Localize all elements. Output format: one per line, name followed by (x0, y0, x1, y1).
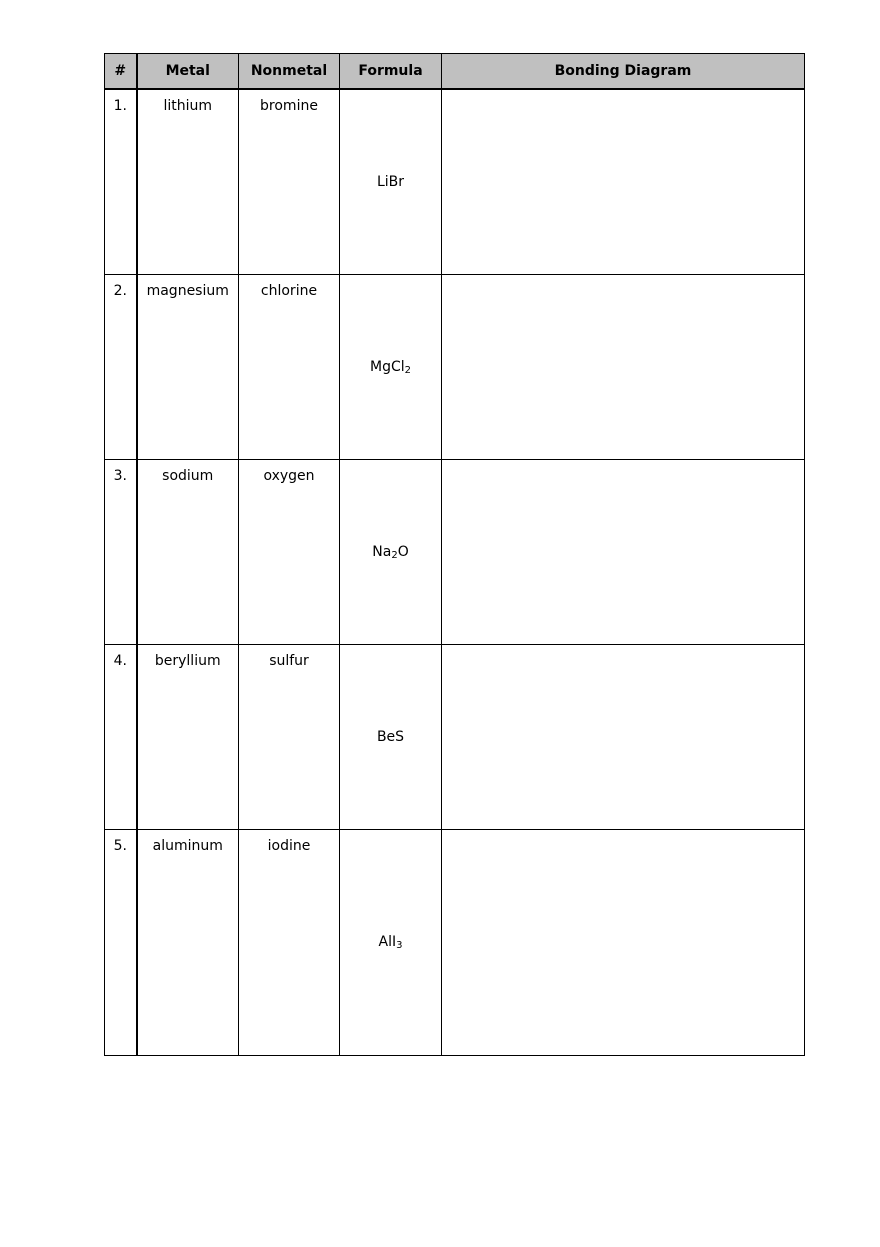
formula-cell (340, 89, 442, 275)
bonding-diagram-area[interactable] (442, 830, 805, 1056)
header-row (105, 54, 805, 90)
formula-cell (340, 275, 442, 460)
nonmetal-cell: oxygen (239, 460, 340, 645)
metal-cell: beryllium (137, 645, 239, 830)
nonmetal-cell: iodine (239, 830, 340, 1056)
bonding-diagram-area[interactable] (442, 645, 805, 830)
formula-text: LiBr (376, 173, 405, 190)
formula-cell (340, 460, 442, 645)
formula-text: AlI (378, 934, 397, 950)
header-metal: Metal (137, 54, 239, 90)
metal-cell: lithium (137, 89, 239, 275)
formula-text: BeS (376, 728, 405, 745)
table-row (105, 89, 805, 275)
table-row (105, 275, 805, 460)
header-number: # (105, 54, 137, 90)
header-nonmetal: Nonmetal (239, 54, 340, 90)
header-formula: Formula (340, 54, 442, 90)
formula-text-tail: O (397, 543, 409, 560)
nonmetal-cell: chlorine (239, 275, 340, 460)
nonmetal-cell: sulfur (239, 645, 340, 830)
formula-subscript: 2 (391, 549, 398, 561)
row-number: 4. (105, 645, 137, 830)
metal-cell: sodium (137, 460, 239, 645)
formula-subscript: 3 (396, 940, 403, 951)
formula-cell (340, 645, 442, 830)
table-row (105, 645, 805, 830)
formula-cell (340, 830, 442, 1056)
table-row (105, 460, 805, 645)
ionic-bonding-table (104, 53, 805, 1056)
formula-text: MgCl (369, 358, 405, 375)
bonding-diagram-area[interactable] (442, 275, 805, 460)
row-number: 5. (105, 830, 137, 1056)
formula-subscript: 2 (404, 364, 411, 376)
row-number: 3. (105, 460, 137, 645)
metal-cell: aluminum (137, 830, 239, 1056)
metal-cell: magnesium (137, 275, 239, 460)
row-number: 1. (105, 89, 137, 275)
bonding-diagram-area[interactable] (442, 89, 805, 275)
header-bonding-diagram: Bonding Diagram (442, 54, 805, 90)
nonmetal-cell: bromine (239, 89, 340, 275)
bonding-diagram-area[interactable] (442, 460, 805, 645)
formula-text: Na (372, 543, 392, 560)
table-row (105, 830, 805, 1056)
row-number: 2. (105, 275, 137, 460)
